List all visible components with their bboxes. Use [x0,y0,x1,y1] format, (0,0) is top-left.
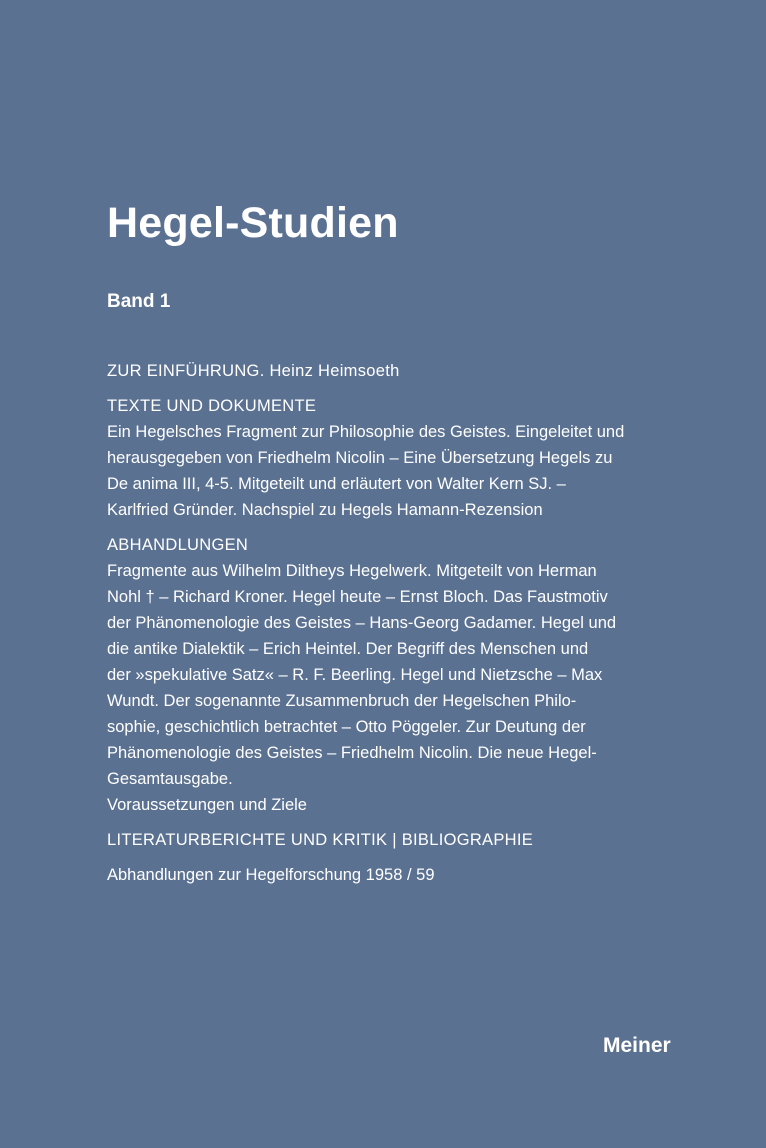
essays-line: Wundt. Der sogenannte Zusammenbruch der Hegelschen Philo- [107,692,577,710]
essays-line: Gesamtausgabe. [107,770,233,788]
essays-line: Voraussetzungen und Ziele [107,796,307,814]
texts-line: herausgegeben von Friedhelm Nicolin – Eine Übersetzung Hegels zu [107,449,613,467]
essays-line: Nohl † – Richard Kroner. Hegel heute – Ernst Bloch. Das Faustmotiv [107,588,608,606]
essays-line: Fragmente aus Wilhelm Diltheys Hegelwerk. Mitgeteilt von Herman [107,562,597,580]
literature-section [107,827,647,853]
book-title: Hegel-Studien [107,199,399,247]
texts-heading: TEXTE UND DOKUMENTE [107,397,317,415]
texts-section [107,393,647,523]
essays-line: der Phänomenologie des Geistes – Hans-Georg Gadamer. Hegel und [107,614,617,632]
essays-line: die antike Dialektik – Erich Heintel. Der Begriff des Menschen und [107,640,589,658]
essays-line: sophie, geschichtlich betrachtet – Otto Pöggeler. Zur Deutung der [107,718,586,736]
introduction-line: ZUR EINFÜHRUNG. Heinz Heimsoeth [107,362,400,380]
texts-line: Ein Hegelsches Fragment zur Philosophie des Geistes. Eingeleitet und [107,423,625,441]
essays-line: der »spekulative Satz« – R. F. Beerling. Hegel und Nietzsche – Max [107,666,603,684]
texts-line: De anima III, 4-5. Mitgeteilt und erläutert von Walter Kern SJ. – [107,475,566,493]
essays-section [107,532,647,818]
bibliography-section [107,862,647,888]
texts-line: Karlfried Gründer. Nachspiel zu Hegels Hamann-Rezension [107,501,543,519]
essays-line: Phänomenologie des Geistes – Friedhelm Nicolin. Die neue Hegel- [107,744,597,762]
table-of-contents [107,358,647,897]
introduction-section [107,358,647,384]
volume-label: Band 1 [107,291,171,312]
literature-heading: LITERATURBERICHTE UND KRITIK | BIBLIOGRAPHIE [107,831,534,849]
bibliography-line: Abhandlungen zur Hegelforschung 1958 / 59 [107,866,435,884]
publisher-logo: Meiner [603,1034,671,1057]
essays-heading: ABHANDLUNGEN [107,536,249,554]
